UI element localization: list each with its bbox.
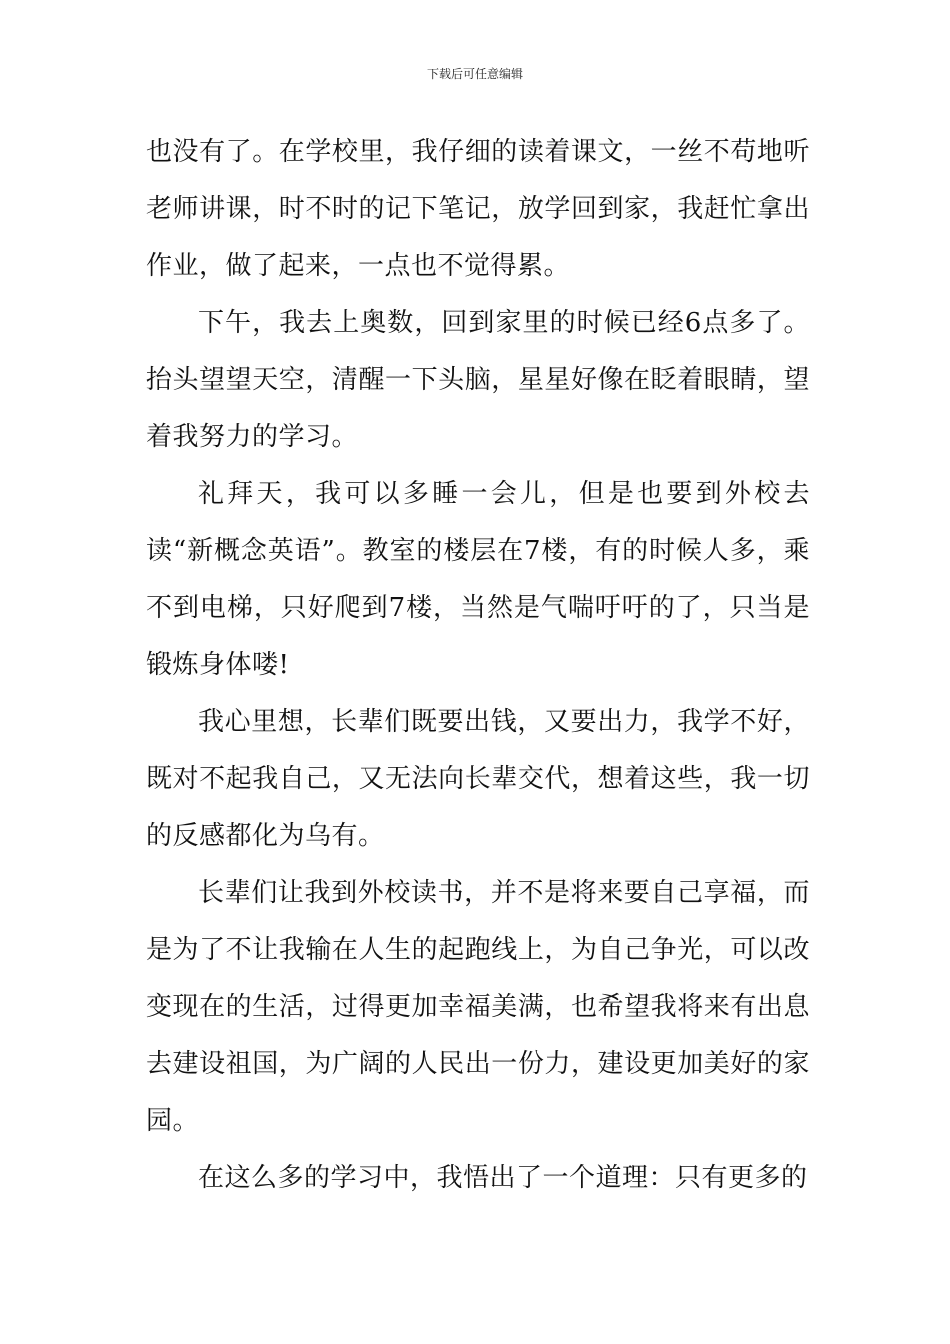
paragraph-4: 我心里想，长辈们既要出钱，又要出力，我学不好，既对不起我自己，又无法向长辈交代，想着这些，我一切的反感都化为乌有。	[146, 707, 810, 851]
paragraph-6: 在这么多的学习中，我悟出了一个道理：只有更多的	[198, 1163, 808, 1193]
paragraph-2: 下午，我去上奥数，回到家里的时候已经6点多了。抬头望望天空，清醒一下头脑，星星好像在眨着眼睛，望着我努力的学习。	[146, 308, 810, 452]
paragraph-1: 也没有了。在学校里，我仔细的读着课文，一丝不苟地听老师讲课，时不时的记下笔记，放学回到家，我赶忙拿出作业，做了起来，一点也不觉得累。	[146, 137, 810, 281]
page-header: 下载后可任意编辑	[426, 67, 523, 81]
document-body	[146, 124, 810, 1207]
paragraph-3: 礼拜天，我可以多睡一会儿，但是也要到外校去读“新概念英语”。教室的楼层在7楼，有的时候人多，乘不到电梯，只好爬到7楼，当然是气喘吁吁的了，只当是锻炼身体喽!	[146, 479, 810, 680]
paragraph-5: 长辈们让我到外校读书，并不是将来要自己享福，而是为了不让我输在人生的起跑线上，为自己争光，可以改变现在的生活，过得更加幸福美满，也希望我将来有出息去建设祖国，为广阔的人民出一份力，建设更加美好的家园。	[146, 878, 810, 1136]
